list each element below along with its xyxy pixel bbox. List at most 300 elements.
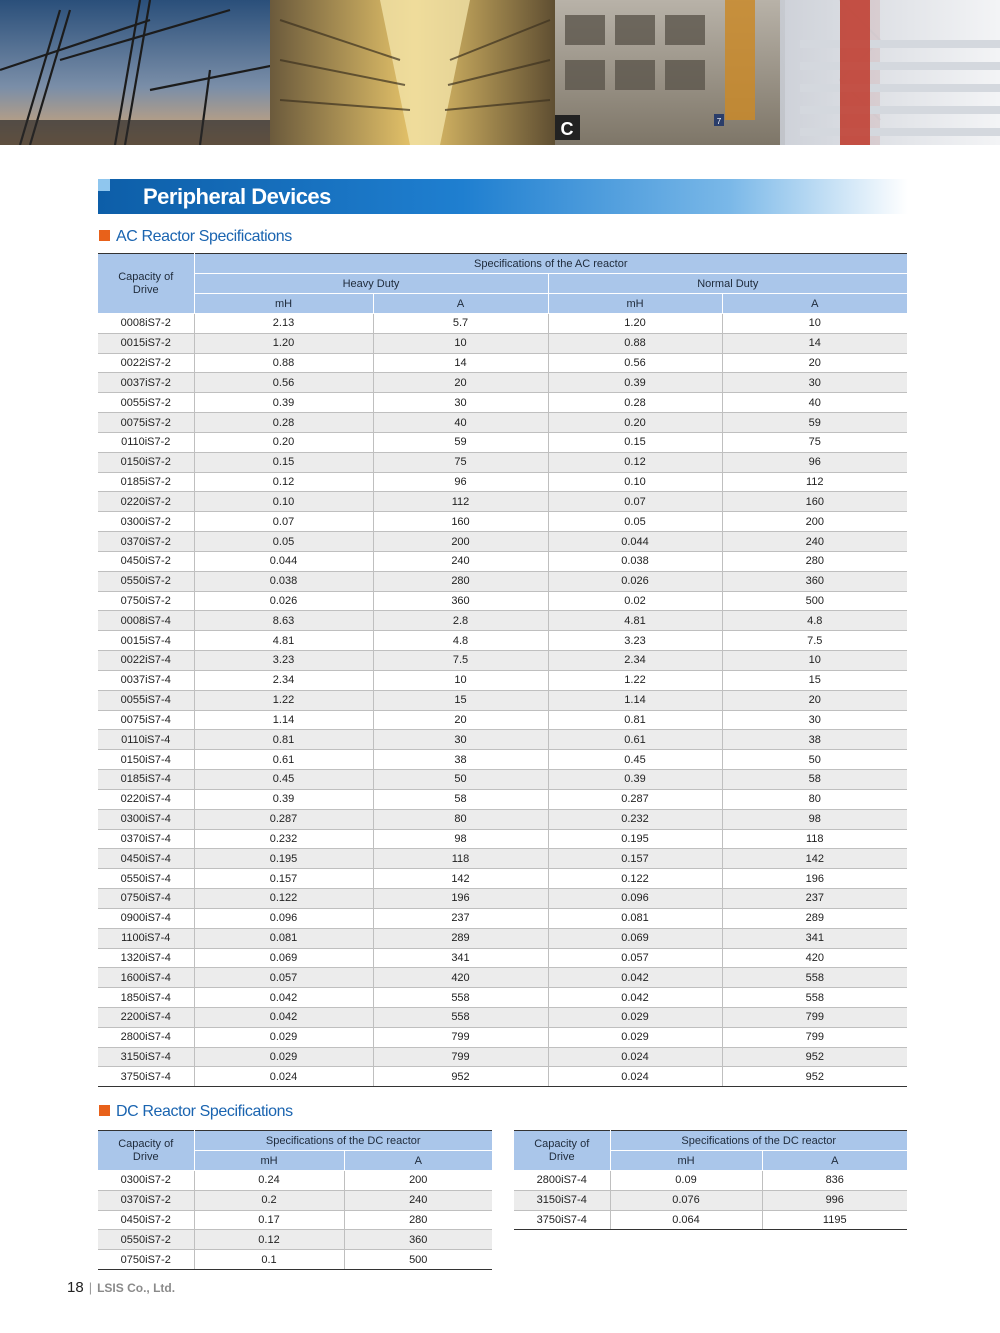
value-cell: 0.12 [194, 1230, 344, 1250]
title-decoration [98, 179, 110, 191]
value-cell: 0.61 [194, 750, 373, 770]
value-cell: 0.029 [194, 1047, 373, 1067]
drive-model-cell: 0185iS7-4 [98, 770, 194, 790]
drive-model-cell: 0150iS7-4 [98, 750, 194, 770]
orange-square-icon [99, 230, 110, 241]
capacity-of-drive-header: Capacity of Drive [98, 1131, 194, 1171]
normal-duty-header: Normal Duty [548, 274, 907, 294]
value-cell: 799 [722, 1027, 907, 1047]
value-cell: 289 [373, 928, 548, 948]
drive-model-cell: 0037iS7-2 [98, 373, 194, 393]
value-cell: 0.56 [548, 353, 722, 373]
value-cell: 196 [722, 869, 907, 889]
drive-model-cell: 0370iS7-2 [98, 532, 194, 552]
dc-mh-header: mH [610, 1151, 762, 1171]
value-cell: 0.287 [194, 809, 373, 829]
value-cell: 59 [373, 432, 548, 452]
value-cell: 0.157 [194, 869, 373, 889]
drive-model-cell: 0900iS7-4 [98, 908, 194, 928]
value-cell: 0.081 [194, 928, 373, 948]
drive-model-cell: 0055iS7-2 [98, 393, 194, 413]
dc-left-table-body [98, 1171, 492, 1270]
capacity-of-drive-header: Capacity of Drive [98, 254, 194, 314]
value-cell: 0.28 [194, 413, 373, 433]
value-cell: 952 [373, 1067, 548, 1087]
value-cell: 58 [722, 770, 907, 790]
value-cell: 0.069 [194, 948, 373, 968]
value-cell: 0.026 [548, 571, 722, 591]
value-cell: 20 [373, 710, 548, 730]
table-row [98, 1047, 907, 1067]
table-row [98, 373, 907, 393]
value-cell: 142 [373, 869, 548, 889]
value-cell: 0.157 [548, 849, 722, 869]
drive-model-cell: 0110iS7-2 [98, 432, 194, 452]
table-row [98, 789, 907, 809]
orange-square-icon [99, 1105, 110, 1116]
table-row [98, 1007, 907, 1027]
value-cell: 558 [373, 1007, 548, 1027]
dc-reactor-table-right [514, 1130, 907, 1230]
value-cell: 10 [722, 314, 907, 334]
value-cell: 50 [722, 750, 907, 770]
value-cell: 0.88 [548, 333, 722, 353]
value-cell: 80 [722, 789, 907, 809]
header-banner-image [0, 0, 1000, 145]
value-cell: 10 [373, 670, 548, 690]
value-cell: 952 [722, 1067, 907, 1087]
value-cell: 360 [344, 1230, 492, 1250]
dc-a-header: A [344, 1151, 492, 1171]
value-cell: 75 [373, 452, 548, 472]
value-cell: 0.07 [548, 492, 722, 512]
value-cell: 996 [762, 1190, 907, 1210]
table-row [514, 1190, 907, 1210]
ac-reactor-table [98, 253, 907, 1087]
value-cell: 237 [722, 889, 907, 909]
drive-model-cell: 1320iS7-4 [98, 948, 194, 968]
value-cell: 4.8 [722, 611, 907, 631]
value-cell: 0.07 [194, 512, 373, 532]
table-row [98, 551, 907, 571]
table-row [98, 651, 907, 671]
value-cell: 0.038 [194, 571, 373, 591]
table-row [98, 353, 907, 373]
table-row [98, 849, 907, 869]
value-cell: 0.39 [194, 393, 373, 413]
value-cell: 142 [722, 849, 907, 869]
table-row [514, 1171, 907, 1191]
value-cell: 200 [344, 1171, 492, 1191]
value-cell: 799 [722, 1007, 907, 1027]
drive-model-cell: 0300iS7-2 [98, 1171, 194, 1191]
value-cell: 4.8 [373, 631, 548, 651]
value-cell: 15 [373, 690, 548, 710]
heavy-duty-header: Heavy Duty [194, 274, 548, 294]
drive-model-cell: 0300iS7-2 [98, 512, 194, 532]
drive-model-cell: 2800iS7-4 [98, 1027, 194, 1047]
drive-model-cell: 0185iS7-2 [98, 472, 194, 492]
value-cell: 50 [373, 770, 548, 790]
drive-model-cell: 1100iS7-4 [98, 928, 194, 948]
value-cell: 20 [722, 353, 907, 373]
value-cell: 1.20 [194, 333, 373, 353]
dc-a-header: A [762, 1151, 907, 1171]
value-cell: 558 [722, 988, 907, 1008]
value-cell: 0.038 [548, 551, 722, 571]
table-row [98, 393, 907, 413]
value-cell: 5.7 [373, 314, 548, 334]
value-cell: 0.81 [194, 730, 373, 750]
value-cell: 1.20 [548, 314, 722, 334]
value-cell: 500 [344, 1250, 492, 1270]
value-cell: 0.15 [548, 432, 722, 452]
value-cell: 3.23 [548, 631, 722, 651]
table-row [98, 908, 907, 928]
value-cell: 341 [373, 948, 548, 968]
value-cell: 0.042 [194, 1007, 373, 1027]
value-cell: 0.24 [194, 1171, 344, 1191]
ac-reactor-heading-text: AC Reactor Specifications [116, 228, 292, 245]
value-cell: 0.287 [548, 789, 722, 809]
value-cell: 10 [722, 651, 907, 671]
table-row [98, 314, 907, 334]
page-footer [67, 1279, 175, 1296]
table-row [98, 333, 907, 353]
value-cell: 360 [373, 591, 548, 611]
table-row [98, 690, 907, 710]
value-cell: 799 [373, 1027, 548, 1047]
table-row [98, 809, 907, 829]
value-cell: 58 [373, 789, 548, 809]
drive-model-cell: 0450iS7-2 [98, 1210, 194, 1230]
dc-spec-header: Specifications of the DC reactor [194, 1131, 492, 1151]
value-cell: 0.195 [194, 849, 373, 869]
value-cell: 80 [373, 809, 548, 829]
value-cell: 0.12 [548, 452, 722, 472]
table-row [98, 591, 907, 611]
value-cell: 0.05 [194, 532, 373, 552]
value-cell: 0.17 [194, 1210, 344, 1230]
drive-model-cell: 0022iS7-4 [98, 651, 194, 671]
value-cell: 360 [722, 571, 907, 591]
table-row [98, 670, 907, 690]
value-cell: 20 [373, 373, 548, 393]
table-row [98, 512, 907, 532]
drive-model-cell: 0450iS7-2 [98, 551, 194, 571]
value-cell: 0.61 [548, 730, 722, 750]
value-cell: 75 [722, 432, 907, 452]
value-cell: 0.069 [548, 928, 722, 948]
dc-right-table-body [514, 1171, 907, 1230]
value-cell: 1.22 [548, 670, 722, 690]
table-row [98, 432, 907, 452]
value-cell: 0.39 [548, 373, 722, 393]
value-cell: 0.10 [548, 472, 722, 492]
drive-model-cell: 0370iS7-2 [98, 1190, 194, 1210]
value-cell: 0.044 [194, 551, 373, 571]
footer-separator: | [88, 1280, 93, 1295]
value-cell: 0.81 [548, 710, 722, 730]
value-cell: 0.122 [548, 869, 722, 889]
drive-model-cell: 0110iS7-4 [98, 730, 194, 750]
value-cell: 1.14 [194, 710, 373, 730]
value-cell: 500 [722, 591, 907, 611]
value-cell: 237 [373, 908, 548, 928]
value-cell: 240 [722, 532, 907, 552]
table-row [98, 928, 907, 948]
heavy-mh-header: mH [194, 294, 373, 314]
dc-reactor-heading-text: DC Reactor Specifications [116, 1103, 293, 1120]
drive-model-cell: 0075iS7-2 [98, 413, 194, 433]
table-row [98, 472, 907, 492]
value-cell: 8.63 [194, 611, 373, 631]
table-row [98, 492, 907, 512]
drive-model-cell: 3750iS7-4 [98, 1067, 194, 1087]
page-number: 18 [67, 1279, 84, 1296]
value-cell: 0.122 [194, 889, 373, 909]
value-cell: 0.096 [194, 908, 373, 928]
drive-model-cell: 0750iS7-4 [98, 889, 194, 909]
table-row [98, 1250, 492, 1270]
value-cell: 0.88 [194, 353, 373, 373]
value-cell: 30 [722, 710, 907, 730]
table-row [98, 611, 907, 631]
drive-model-cell: 0750iS7-2 [98, 1250, 194, 1270]
drive-model-cell: 0015iS7-4 [98, 631, 194, 651]
table-row [98, 1210, 492, 1230]
value-cell: 0.064 [610, 1210, 762, 1230]
value-cell: 2.34 [194, 670, 373, 690]
value-cell: 40 [373, 413, 548, 433]
ac-spec-header: Specifications of the AC reactor [194, 254, 907, 274]
drive-model-cell: 0008iS7-4 [98, 611, 194, 631]
value-cell: 280 [344, 1210, 492, 1230]
value-cell: 118 [373, 849, 548, 869]
dc-mh-header: mH [194, 1151, 344, 1171]
value-cell: 952 [722, 1047, 907, 1067]
drive-model-cell: 0550iS7-2 [98, 571, 194, 591]
table-row [98, 1067, 907, 1087]
value-cell: 0.45 [194, 770, 373, 790]
drive-model-cell: 1850iS7-4 [98, 988, 194, 1008]
value-cell: 0.28 [548, 393, 722, 413]
value-cell: 38 [722, 730, 907, 750]
value-cell: 4.81 [194, 631, 373, 651]
value-cell: 15 [722, 670, 907, 690]
drive-model-cell: 3150iS7-4 [514, 1190, 610, 1210]
normal-mh-header: mH [548, 294, 722, 314]
value-cell: 10 [373, 333, 548, 353]
value-cell: 0.1 [194, 1250, 344, 1270]
drive-model-cell: 0550iS7-4 [98, 869, 194, 889]
value-cell: 40 [722, 393, 907, 413]
value-cell: 0.096 [548, 889, 722, 909]
company-name: LSIS Co., Ltd. [97, 1281, 176, 1295]
capacity-of-drive-header: Capacity of Drive [514, 1131, 610, 1171]
drive-model-cell: 0055iS7-4 [98, 690, 194, 710]
value-cell: 0.029 [194, 1027, 373, 1047]
value-cell: 2.8 [373, 611, 548, 631]
value-cell: 0.20 [548, 413, 722, 433]
value-cell: 0.081 [548, 908, 722, 928]
value-cell: 0.09 [610, 1171, 762, 1191]
drive-model-cell: 0220iS7-4 [98, 789, 194, 809]
value-cell: 0.45 [548, 750, 722, 770]
value-cell: 118 [722, 829, 907, 849]
value-cell: 289 [722, 908, 907, 928]
value-cell: 0.12 [194, 472, 373, 492]
table-row [98, 1171, 492, 1191]
value-cell: 160 [373, 512, 548, 532]
drive-model-cell: 0750iS7-2 [98, 591, 194, 611]
ac-table-body [98, 314, 907, 1087]
value-cell: 98 [722, 809, 907, 829]
drive-model-cell: 0015iS7-2 [98, 333, 194, 353]
value-cell: 0.195 [548, 829, 722, 849]
value-cell: 341 [722, 928, 907, 948]
value-cell: 30 [373, 730, 548, 750]
value-cell: 0.024 [194, 1067, 373, 1087]
value-cell: 2.13 [194, 314, 373, 334]
ac-reactor-heading [99, 228, 292, 246]
drive-model-cell: 0550iS7-2 [98, 1230, 194, 1250]
banner-sign-small-text: 7 [716, 117, 722, 126]
value-cell: 0.057 [194, 968, 373, 988]
value-cell: 0.042 [548, 968, 722, 988]
value-cell: 0.10 [194, 492, 373, 512]
value-cell: 0.20 [194, 432, 373, 452]
table-row [98, 869, 907, 889]
normal-a-header: A [722, 294, 907, 314]
value-cell: 0.044 [548, 532, 722, 552]
table-row [98, 413, 907, 433]
table-row [98, 829, 907, 849]
value-cell: 0.057 [548, 948, 722, 968]
table-row [98, 988, 907, 1008]
value-cell: 0.56 [194, 373, 373, 393]
table-row [98, 1190, 492, 1210]
value-cell: 836 [762, 1171, 907, 1191]
table-row [98, 948, 907, 968]
value-cell: 0.232 [548, 809, 722, 829]
value-cell: 0.39 [548, 770, 722, 790]
drive-model-cell: 0370iS7-4 [98, 829, 194, 849]
table-row [98, 968, 907, 988]
value-cell: 96 [722, 452, 907, 472]
drive-model-cell: 0450iS7-4 [98, 849, 194, 869]
drive-model-cell: 2200iS7-4 [98, 1007, 194, 1027]
heavy-a-header: A [373, 294, 548, 314]
value-cell: 7.5 [722, 631, 907, 651]
value-cell: 0.02 [548, 591, 722, 611]
value-cell: 7.5 [373, 651, 548, 671]
value-cell: 112 [722, 472, 907, 492]
value-cell: 1.14 [548, 690, 722, 710]
value-cell: 3.23 [194, 651, 373, 671]
drive-model-cell: 1600iS7-4 [98, 968, 194, 988]
dc-reactor-heading [99, 1103, 293, 1121]
value-cell: 0.024 [548, 1067, 722, 1087]
drive-model-cell: 0220iS7-2 [98, 492, 194, 512]
value-cell: 1195 [762, 1210, 907, 1230]
value-cell: 98 [373, 829, 548, 849]
drive-model-cell: 0037iS7-4 [98, 670, 194, 690]
value-cell: 0.029 [548, 1007, 722, 1027]
value-cell: 30 [722, 373, 907, 393]
drive-model-cell: 3750iS7-4 [514, 1210, 610, 1230]
value-cell: 59 [722, 413, 907, 433]
value-cell: 196 [373, 889, 548, 909]
value-cell: 4.81 [548, 611, 722, 631]
value-cell: 14 [373, 353, 548, 373]
value-cell: 0.05 [548, 512, 722, 532]
value-cell: 280 [373, 571, 548, 591]
value-cell: 799 [373, 1047, 548, 1067]
value-cell: 0.2 [194, 1190, 344, 1210]
drive-model-cell: 2800iS7-4 [514, 1171, 610, 1191]
value-cell: 0.076 [610, 1190, 762, 1210]
section-title: Peripheral Devices [143, 184, 331, 209]
table-row [98, 889, 907, 909]
table-row [98, 452, 907, 472]
drive-model-cell: 0008iS7-2 [98, 314, 194, 334]
value-cell: 0.029 [548, 1027, 722, 1047]
value-cell: 0.042 [194, 988, 373, 1008]
value-cell: 0.232 [194, 829, 373, 849]
value-cell: 20 [722, 690, 907, 710]
value-cell: 0.042 [548, 988, 722, 1008]
table-row [98, 571, 907, 591]
table-row [514, 1210, 907, 1230]
dc-spec-header: Specifications of the DC reactor [610, 1131, 907, 1151]
table-row [98, 1230, 492, 1250]
value-cell: 240 [344, 1190, 492, 1210]
value-cell: 96 [373, 472, 548, 492]
value-cell: 420 [373, 968, 548, 988]
drive-model-cell: 0022iS7-2 [98, 353, 194, 373]
value-cell: 420 [722, 948, 907, 968]
value-cell: 0.39 [194, 789, 373, 809]
value-cell: 112 [373, 492, 548, 512]
value-cell: 0.15 [194, 452, 373, 472]
value-cell: 14 [722, 333, 907, 353]
value-cell: 160 [722, 492, 907, 512]
value-cell: 200 [722, 512, 907, 532]
table-row [98, 631, 907, 651]
table-row [98, 730, 907, 750]
value-cell: 1.22 [194, 690, 373, 710]
value-cell: 558 [373, 988, 548, 1008]
value-cell: 558 [722, 968, 907, 988]
value-cell: 0.026 [194, 591, 373, 611]
drive-model-cell: 3150iS7-4 [98, 1047, 194, 1067]
value-cell: 240 [373, 551, 548, 571]
table-row [98, 532, 907, 552]
table-row [98, 1027, 907, 1047]
value-cell: 30 [373, 393, 548, 413]
drive-model-cell: 0150iS7-2 [98, 452, 194, 472]
drive-model-cell: 0075iS7-4 [98, 710, 194, 730]
value-cell: 2.34 [548, 651, 722, 671]
banner-sign-text: C [560, 119, 574, 139]
value-cell: 0.024 [548, 1047, 722, 1067]
table-row [98, 770, 907, 790]
value-cell: 38 [373, 750, 548, 770]
table-row [98, 710, 907, 730]
value-cell: 280 [722, 551, 907, 571]
drive-model-cell: 0300iS7-4 [98, 809, 194, 829]
